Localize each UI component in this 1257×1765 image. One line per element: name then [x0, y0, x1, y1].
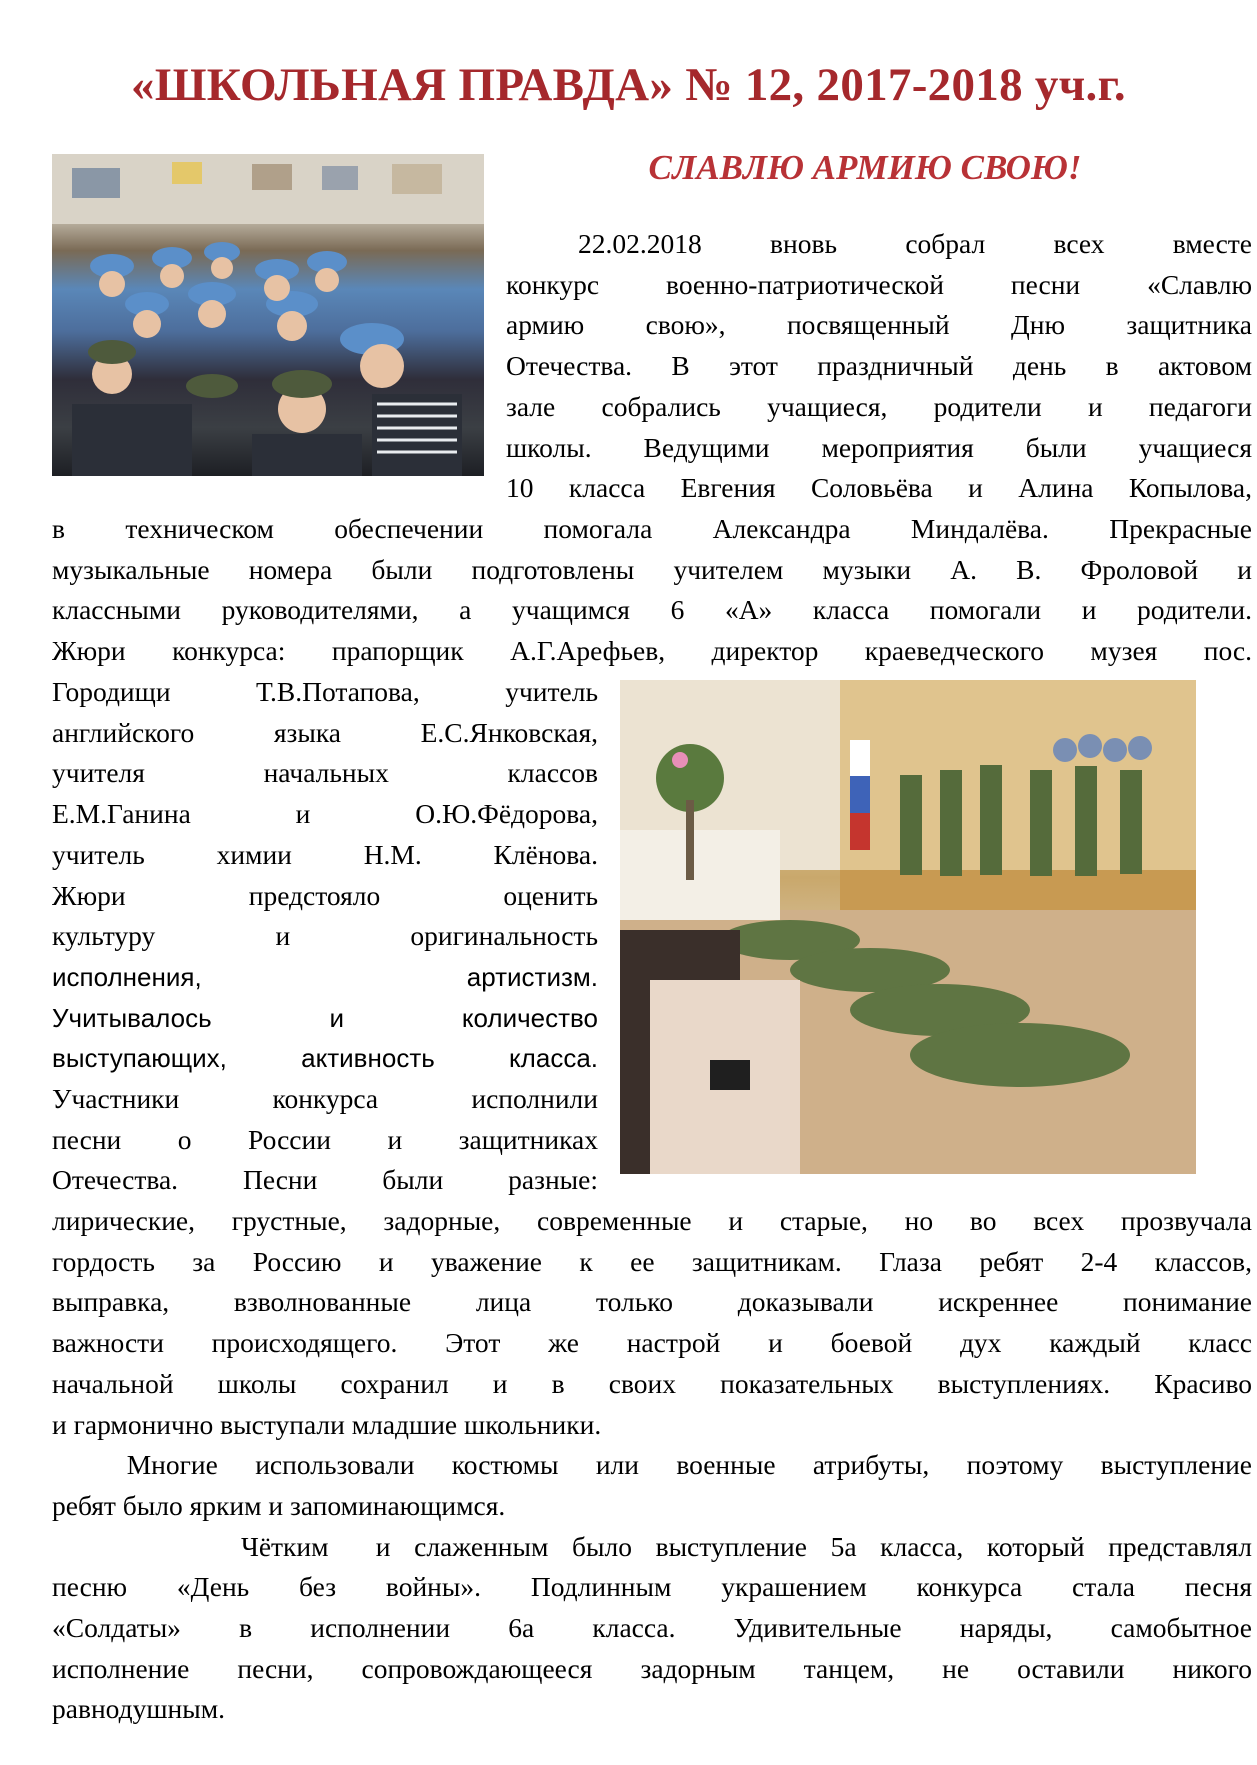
text-line: лирические, грустные, задорные, современные и старые, но во всех прозвучала [52, 1205, 1252, 1236]
text-line: выправка, взволнованные лица только доказывали искреннее понимание [52, 1286, 1252, 1318]
text-line: Учитывалось и количество [52, 1002, 598, 1033]
text-line: Многие использовали костюмы или военные атрибуты, поэтому выступление [52, 1449, 1252, 1481]
text-line: песни о России и защитниках [52, 1123, 598, 1155]
text-line: Отечества. Песни были разные: [52, 1164, 598, 1196]
text-line: равнодушным. [52, 1693, 226, 1725]
text-line: Отечества. В этот праздничный день в актовом [506, 350, 1252, 382]
text-line: армию свою», посвященный Дню защитника [506, 309, 1252, 341]
text-line: Участники конкурса исполнили [52, 1083, 598, 1115]
text-line: учителя начальных классов [52, 757, 598, 789]
text-line: 22.02.2018 вновь собрал всех вместе [578, 228, 1252, 259]
text-line: выступающих, активность класса. [52, 1043, 598, 1074]
text-line: исполнения, артистизм. [52, 961, 598, 992]
text-line: классными руководителями, а учащимся 6 «А» класса помогали и родители. [52, 594, 1252, 626]
text-line: зале собрались учащиеся, родители и педагоги [506, 390, 1252, 422]
text-line: Городищи Т.В.Потапова, учитель [52, 676, 598, 707]
text-line: Чётким и слаженным было выступление 5а класса, который представлял [52, 1530, 1252, 1562]
text-line: культуру и оригинальность [52, 920, 598, 952]
text-line: и гармонично выступали младшие школьники. [52, 1408, 602, 1440]
newspaper-masthead: «ШКОЛЬНАЯ ПРАВДА» № 12, 2017-2018 уч.г. [131, 59, 1126, 111]
text-line: начальной школы сохранил и в своих показательных выступлениях. Красиво [52, 1367, 1252, 1399]
text-line: школы. Ведущими мероприятия были учащиеся [506, 431, 1252, 463]
article-text-block-3 [52, 672, 598, 1201]
article-title: СЛАВЛЮ АРМИЮ СВОЮ! [648, 148, 1082, 187]
text-line: в техническом обеспечении помогала Александра Миндалёва. Прекрасные [52, 513, 1252, 544]
text-line: учитель химии Н.М. Клёнова. [52, 838, 598, 870]
text-line: Е.М.Ганина и О.Ю.Фёдорова, [52, 798, 598, 830]
text-line: важности происходящего. Этот же настрой и боевой дух каждый класс [52, 1327, 1252, 1359]
text-line: исполнение песни, сопровождающееся задорным танцем, не оставили никого [52, 1652, 1252, 1684]
audience-photo [52, 154, 484, 476]
text-line: «Солдаты» в исполнении 6а класса. Удивительные наряды, самобытное [52, 1612, 1252, 1644]
stage-performance-photo [620, 680, 1196, 1174]
text-line: гордость за Россию и уважение к ее защитникам. Глаза ребят 2-4 классов, [52, 1245, 1252, 1277]
text-line: музыкальные номера были подготовлены учителем музыки А. В. Фроловой и [52, 553, 1252, 585]
article-text-block-2 [52, 509, 1252, 672]
text-line: Жюри предстояло оценить [52, 879, 598, 911]
article-text-block-1 [506, 224, 1252, 509]
text-line: английского языка Е.С.Янковская, [52, 716, 598, 748]
text-line: 10 класса Евгения Соловьёва и Алина Копылова, [506, 472, 1252, 504]
text-line: Жюри конкурса: прапорщик А.Г.Арефьев, директор краеведческого музея пос. [52, 635, 1252, 667]
text-line: песню «День без войны». Подлинным украшением конкурса стала песня [52, 1571, 1252, 1603]
text-line: конкурс военно-патриотической песни «Славлю [506, 268, 1252, 300]
text-line: ребят было ярким и запоминающимся. [52, 1489, 506, 1521]
article-text-block-4 [52, 1201, 1252, 1730]
